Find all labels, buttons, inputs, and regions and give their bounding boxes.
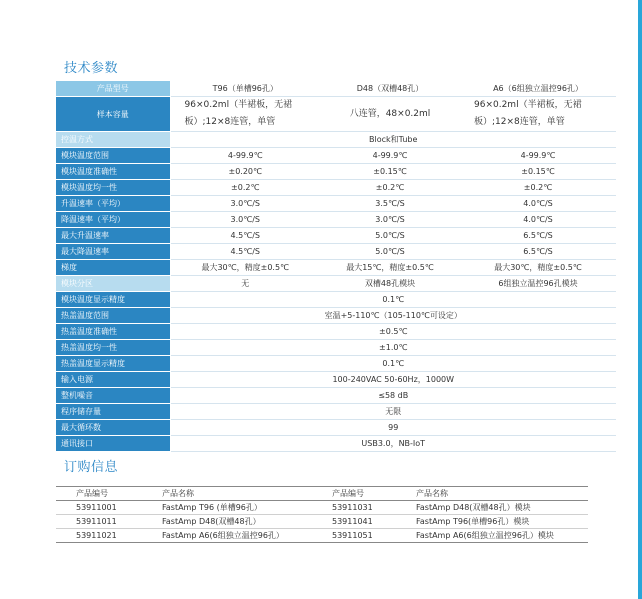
spec-row [56, 372, 616, 388]
spec-value-d48: ±0.15℃ [320, 164, 460, 180]
spec-label: 模块温度范围 [56, 148, 170, 164]
order-code: 53911021 [76, 530, 117, 540]
spec-value-d48: 双槽48孔模块 [320, 276, 460, 292]
spec-row [56, 260, 616, 276]
spec-row [56, 244, 616, 260]
spec-value-d48: 3.0℃/S [320, 212, 460, 228]
spec-value-d48: ±0.2℃ [320, 180, 460, 196]
order-row [56, 501, 588, 515]
spec-row [56, 420, 616, 436]
spec-value-a6: 4-99.9℃ [460, 148, 616, 164]
spec-value: ±1.0℃ [170, 340, 616, 356]
spec-row-capacity [56, 97, 616, 132]
spec-label: 控温方式 [56, 132, 170, 148]
order-rows [56, 501, 588, 543]
header-cell-t96: T96（单槽96孔） [170, 81, 320, 97]
order-code: 53911041 [312, 515, 398, 529]
order-header-code: 产品编号 [312, 487, 398, 501]
spec-label: 最大循环数 [56, 420, 170, 436]
order-row [56, 529, 588, 543]
spec-row [56, 340, 616, 356]
spec-label: 梯度 [56, 260, 170, 276]
spec-value: 无限 [170, 404, 616, 420]
spec-value-t96: 无 [170, 276, 320, 292]
spec-row [56, 324, 616, 340]
spec-value-a6: 6组独立温控96孔模块 [460, 276, 616, 292]
spec-row [56, 388, 616, 404]
order-name: FastAmp A6(6组独立温控96孔）模块 [416, 530, 554, 540]
spec-label: 样本容量 [56, 97, 170, 132]
order-header-row [56, 487, 588, 501]
order-name: FastAmp D48(双槽48孔） [144, 515, 312, 529]
spec-rows-general [56, 292, 616, 452]
spec-value: 0.1℃ [170, 292, 616, 308]
order-header-code: 产品编号 [56, 487, 144, 501]
page-edge-bar [638, 0, 642, 599]
spec-row [56, 404, 616, 420]
spec-value-d48: 最大15℃，精度±0.5℃ [320, 260, 460, 276]
spec-value-t96: 3.0℃/S [170, 196, 320, 212]
spec-value-d48: 5.0℃/S [320, 244, 460, 260]
spec-label: 模块温度准确性 [56, 164, 170, 180]
order-section-title: 订购信息 [64, 460, 119, 475]
spec-label: 降温速率（平均） [56, 212, 170, 228]
spec-row [56, 148, 616, 164]
spec-value: ≤58 dB [170, 388, 616, 404]
spec-label: 升温速率（平均） [56, 196, 170, 212]
spec-value-t96: 4-99.9℃ [170, 148, 320, 164]
spec-value-t96: 96×0.2ml（半裙板，无裙板）;12×8连管，单管 [170, 97, 320, 132]
spec-label: 热盖温度均一性 [56, 340, 170, 356]
spec-label: 热盖温度显示精度 [56, 356, 170, 372]
spec-row [56, 436, 616, 452]
spec-value-t96: ±0.20℃ [170, 164, 320, 180]
spec-label: 通讯接口 [56, 436, 170, 452]
order-row [56, 515, 588, 529]
spec-value: ±0.5℃ [170, 324, 616, 340]
spec-row [56, 212, 616, 228]
spec-label: 模块温度均一性 [56, 180, 170, 196]
order-code: 53911011 [56, 515, 144, 529]
spec-row-control [56, 132, 616, 148]
spec-value-a6: 4.0℃/S [460, 212, 616, 228]
spec-value-d48: 3.5℃/S [320, 196, 460, 212]
spec-row [56, 228, 616, 244]
spec-row [56, 164, 616, 180]
spec-value-a6: ±0.2℃ [460, 180, 616, 196]
spec-value-a6: 最大30℃，精度±0.5℃ [460, 260, 616, 276]
spec-label: 热盖温度准确性 [56, 324, 170, 340]
spec-label: 热盖温度范围 [56, 308, 170, 324]
spec-value-a6: ±0.15℃ [460, 164, 616, 180]
spec-label: 输入电源 [56, 372, 170, 388]
order-name: FastAmp D48(双槽48孔）模块 [398, 501, 588, 515]
spec-value: 100-240VAC 50-60Hz，1000W [170, 372, 616, 388]
spec-label: 模块分区 [56, 276, 170, 292]
spec-row [56, 196, 616, 212]
spec-value-d48: 4-99.9℃ [320, 148, 460, 164]
spec-header-row [56, 81, 616, 97]
spec-value-a6: 4.0℃/S [460, 196, 616, 212]
header-cell-a6: A6（6组独立温控96孔） [460, 81, 616, 97]
spec-row [56, 292, 616, 308]
spec-label: 模块温度显示精度 [56, 292, 170, 308]
spec-value-d48: 八连管，48×0.2ml [320, 97, 460, 132]
spec-section-title: 技术参数 [64, 61, 119, 76]
spec-value: USB3.0，NB-IoT [170, 436, 616, 452]
spec-value: 0.1℃ [170, 356, 616, 372]
spec-label: 程序储存量 [56, 404, 170, 420]
spec-value: 99 [170, 420, 616, 436]
spec-value-a6: 6.5℃/S [460, 228, 616, 244]
order-header-name: 产品名称 [398, 487, 588, 501]
spec-value-a6: 96×0.2ml（半裙板，无裙板）;12×8连管，单管 [460, 97, 616, 132]
spec-row [56, 356, 616, 372]
spec-rows-module [56, 148, 616, 276]
order-code: 53911001 [56, 501, 144, 515]
spec-value-t96: 最大30℃，精度±0.5℃ [170, 260, 320, 276]
spec-row [56, 308, 616, 324]
header-cell-d48: D48（双槽48孔） [320, 81, 460, 97]
spec-table [56, 81, 616, 452]
order-name: FastAmp A6(6组独立温控96孔） [162, 530, 284, 540]
spec-value-d48: 5.0℃/S [320, 228, 460, 244]
order-header-name: 产品名称 [144, 487, 312, 501]
spec-value-t96: 3.0℃/S [170, 212, 320, 228]
spec-label: 整机噪音 [56, 388, 170, 404]
spec-value-control: Block和Tube [170, 132, 616, 148]
spec-value-t96: ±0.2℃ [170, 180, 320, 196]
spec-value: 室温+5-110℃（105-110℃可设定） [170, 308, 616, 324]
order-name: FastAmp T96 (单槽96孔） [144, 501, 312, 515]
order-code: 53911051 [332, 530, 373, 540]
spec-value-t96: 4.5℃/S [170, 228, 320, 244]
spec-label: 最大降温速率 [56, 244, 170, 260]
order-name: FastAmp T96(单槽96孔）模块 [398, 515, 588, 529]
spec-label: 最大升温速率 [56, 228, 170, 244]
order-code: 53911031 [312, 501, 398, 515]
header-cell-model: 产品型号 [56, 81, 170, 97]
spec-row-partition [56, 276, 616, 292]
spec-value-a6: 6.5℃/S [460, 244, 616, 260]
spec-row [56, 180, 616, 196]
spec-value-t96: 4.5℃/S [170, 244, 320, 260]
order-table [56, 486, 588, 543]
